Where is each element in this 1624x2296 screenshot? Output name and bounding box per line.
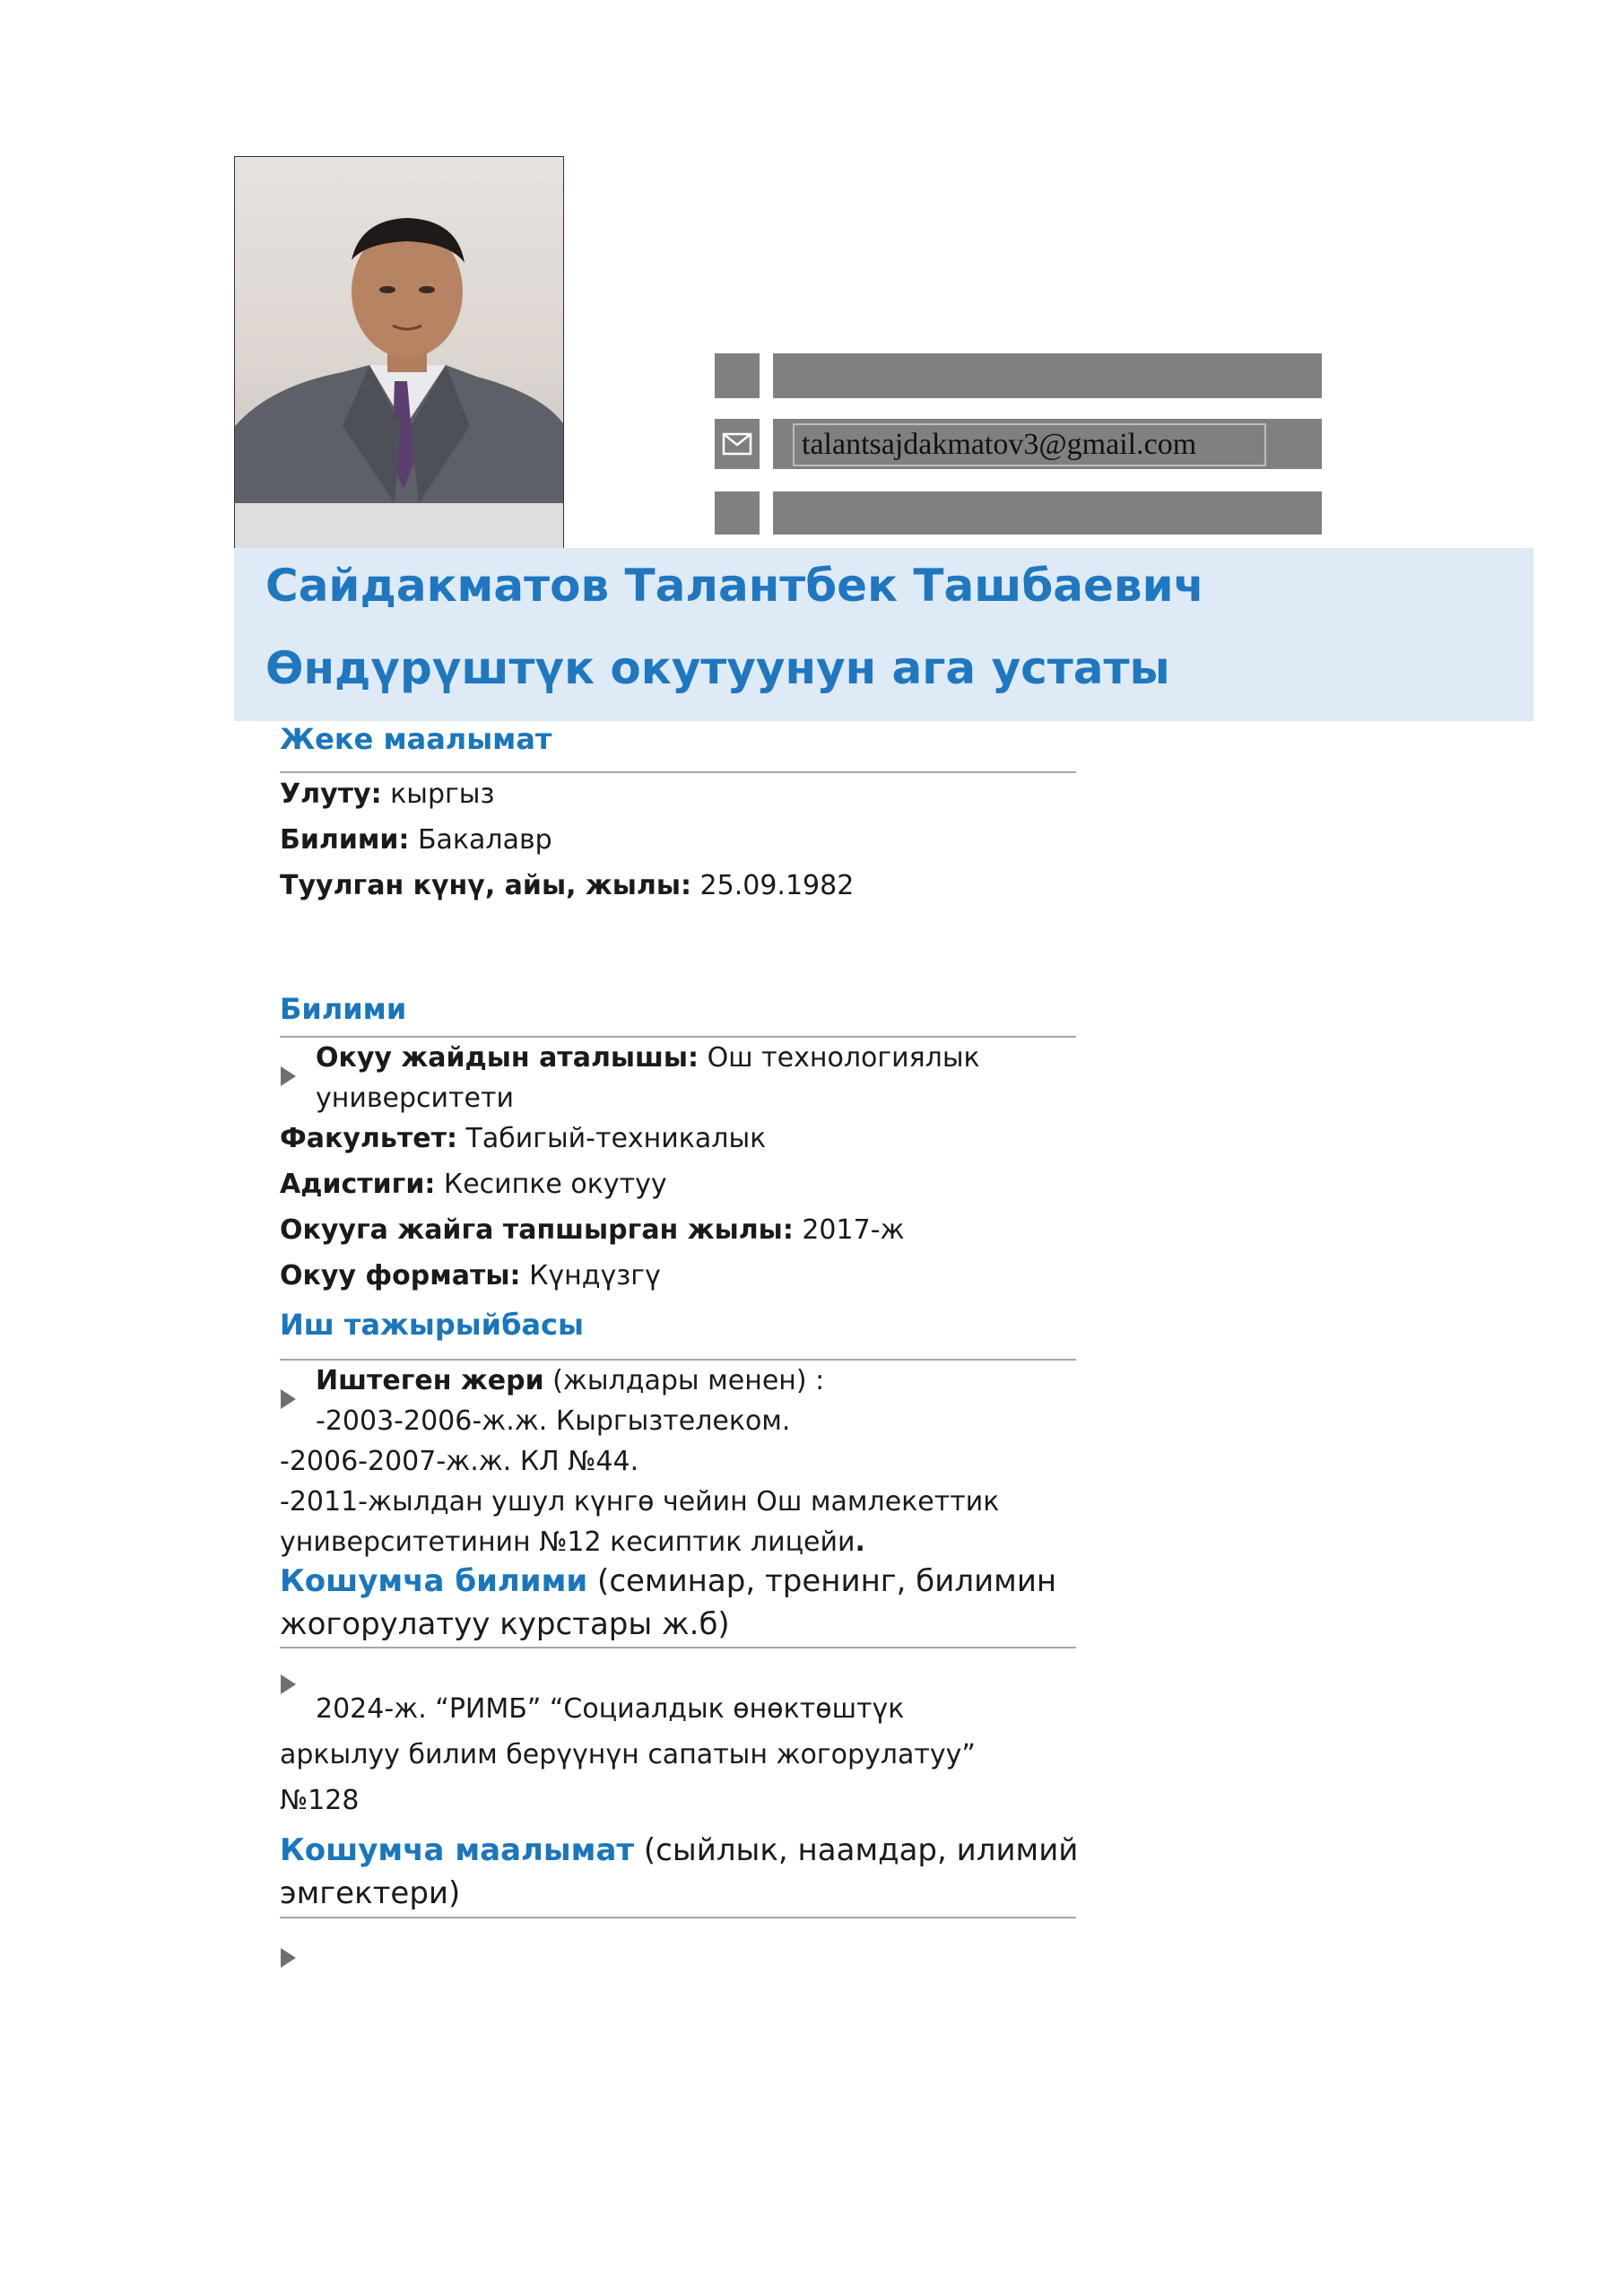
bullet-triangle-icon bbox=[281, 1066, 296, 1086]
institution-label: Окуу жайдын аталышы: bbox=[316, 1042, 699, 1074]
education-label: Билими: bbox=[280, 824, 410, 856]
bullet-triangle-icon bbox=[281, 1948, 296, 1968]
workplace-line bbox=[316, 1365, 824, 1396]
nationality-label: Улуту: bbox=[280, 778, 382, 810]
institution-line bbox=[316, 1042, 980, 1074]
specialty-line bbox=[280, 1169, 667, 1200]
faculty-label: Факультет: bbox=[280, 1123, 457, 1154]
work-entry-1: -2003-2006-ж.ж. Кыргызтелеком. bbox=[316, 1405, 791, 1437]
workplace-label: Иштеген жери bbox=[316, 1365, 544, 1396]
workplace-suffix: (жылдары менен) : bbox=[543, 1365, 825, 1396]
work-entry-3: -2011-жылдан ушул күнгө чейин Ош мамлекеттик bbox=[280, 1486, 1000, 1518]
person-portrait-image bbox=[235, 157, 564, 503]
extra-info-suffix: (сыйлык, наамдар, илимий bbox=[634, 1832, 1079, 1868]
address-field-bar bbox=[773, 491, 1322, 535]
extra-info-heading-2: эмгектери) bbox=[280, 1875, 461, 1911]
email-icon-box bbox=[715, 419, 760, 469]
phone-icon-box bbox=[715, 353, 760, 398]
section-title-work: Иш тажырыйбасы bbox=[280, 1308, 584, 1342]
section-title-extra-education: Кошумча билими bbox=[280, 1563, 588, 1599]
address-icon-box bbox=[715, 491, 760, 535]
work-entry-4-end: . bbox=[855, 1526, 865, 1558]
extra-education-heading bbox=[280, 1563, 1056, 1599]
section-divider bbox=[280, 771, 1076, 773]
section-title-personal: Жеке маалымат bbox=[280, 722, 552, 756]
extra-info-heading bbox=[280, 1832, 1078, 1868]
section-title-education: Билими bbox=[280, 992, 407, 1026]
education-value: Бакалавр bbox=[409, 824, 552, 856]
nationality-value: кыргыз bbox=[381, 778, 495, 810]
bullet-triangle-icon bbox=[281, 1674, 296, 1694]
job-position: Өндүрүштүк окутуунун ага устаты bbox=[265, 642, 1170, 694]
enroll-year-line bbox=[280, 1214, 905, 1246]
education-line bbox=[280, 824, 552, 856]
email-text[interactable]: talantsajdakmatov3@gmail.com bbox=[793, 423, 1266, 466]
institution-line-2: университети bbox=[316, 1083, 514, 1114]
birth-label: Туулган күнү, айы, жылы: bbox=[280, 870, 691, 901]
course-line-3: №128 bbox=[280, 1785, 360, 1816]
course-line-1: 2024-ж. “РИМБ” “Социалдык өнөктөштүк bbox=[316, 1693, 905, 1725]
section-divider bbox=[280, 1917, 1076, 1918]
nationality-line bbox=[280, 778, 494, 810]
faculty-value: Табигый-техникалык bbox=[456, 1123, 767, 1154]
enroll-year-label: Окууга жайга тапшырган жылы: bbox=[280, 1214, 794, 1246]
faculty-line bbox=[280, 1123, 766, 1154]
study-format-value: Күндүзгү bbox=[520, 1260, 661, 1292]
full-name: Сайдакматов Талантбек Ташбаевич bbox=[265, 560, 1204, 612]
enroll-year-value: 2017-ж bbox=[793, 1214, 905, 1246]
study-format-line bbox=[280, 1260, 661, 1292]
extra-education-heading-2: жогорулатуу курстары ж.б) bbox=[280, 1606, 730, 1642]
birth-line bbox=[280, 870, 854, 901]
specialty-value: Кесипке окутуу bbox=[435, 1169, 667, 1200]
institution-value: Ош технологиялык bbox=[699, 1042, 980, 1074]
specialty-label: Адистиги: bbox=[280, 1169, 436, 1200]
section-divider bbox=[280, 1359, 1076, 1361]
section-divider bbox=[280, 1036, 1076, 1038]
birth-value: 25.09.1982 bbox=[691, 870, 855, 901]
phone-field-bar bbox=[773, 353, 1322, 398]
extra-education-suffix: (семинар, тренинг, билимин bbox=[587, 1563, 1057, 1599]
envelope-icon bbox=[715, 419, 760, 469]
bullet-triangle-icon bbox=[281, 1389, 296, 1409]
section-divider bbox=[280, 1647, 1076, 1648]
profile-photo bbox=[234, 156, 564, 549]
work-entry-2: -2006-2007-ж.ж. КЛ №44. bbox=[280, 1446, 639, 1477]
work-entry-4 bbox=[280, 1526, 865, 1558]
course-line-2: аркылуу билим берүүнүн сапатын жогорулатуу” bbox=[280, 1739, 976, 1770]
work-entry-4-text: университетинин №12 кесиптик лицейи bbox=[280, 1526, 855, 1558]
study-format-label: Окуу форматы: bbox=[280, 1260, 521, 1292]
section-title-extra-info: Кошумча маалымат bbox=[280, 1832, 635, 1868]
